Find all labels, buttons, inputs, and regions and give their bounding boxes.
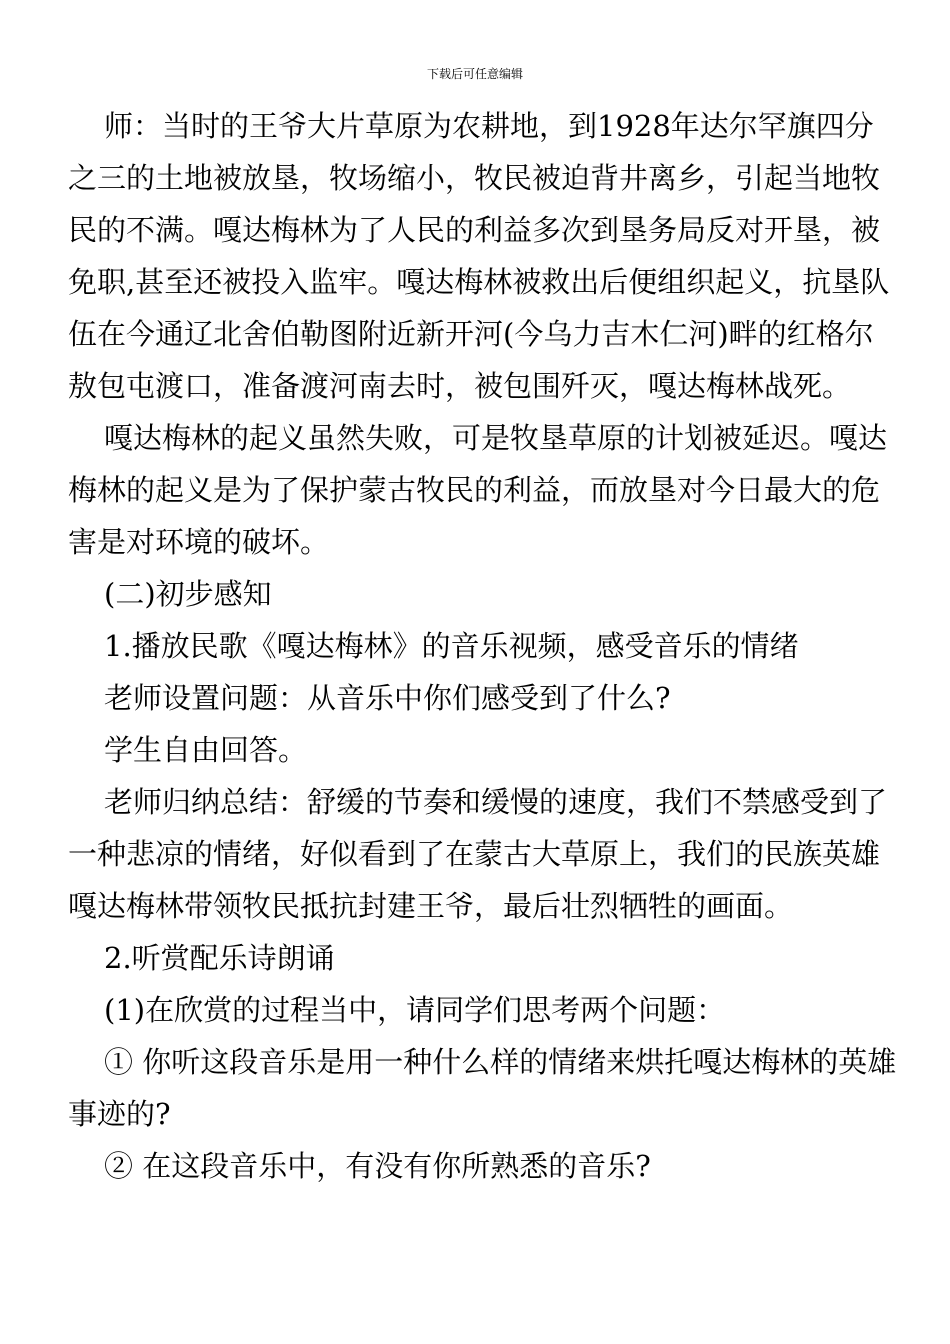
paragraph-history: 师：当时的王爷大片草原为农耕地，到1928年达尔罕旗四分之三的土地被放垦，牧场缩小，牧民被迫背井离乡，引起当地牧民的不满。嘎达梅林为了人民的利益多次到垦务局反对开垦，被免职,甚至还被投入监牢。嘎达梅林被救出后便组织起义，抗垦队伍在今通辽北舍伯勒图附近新开河(今乌力吉木仁河)畔的红格尔敖包屯渡口，准备渡河南去时，被包围歼灭，嘎达梅林战死。 — [68, 109, 890, 403]
document-body — [68, 100, 898, 1192]
page-header: 下载后可任意编辑 — [426, 67, 523, 81]
section-heading-initial-perception: (二)初步感知 — [104, 577, 272, 611]
paragraph-uprising-significance: 嘎达梅林的起义虽然失败，可是牧垦草原的计划被延迟。嘎达梅林的起义是为了保护蒙古牧民的利益，而放垦对今日最大的危害是对环境的破坏。 — [68, 421, 888, 559]
question-two: ② 在这段音乐中，有没有你所熟悉的音乐? — [104, 1149, 651, 1183]
step-play-video: 1.播放民歌《嘎达梅林》的音乐视频，感受音乐的情绪 — [104, 629, 799, 663]
teacher-summary: 老师归纳总结：舒缓的节奏和缓慢的速度，我们不禁感受到了一种悲凉的情绪，好似看到了在蒙古大草原上，我们的民族英雄嘎达梅林带领牧民抵抗封建王爷，最后壮烈牺牲的画面。 — [68, 785, 888, 923]
teacher-question: 老师设置问题：从音乐中你们感受到了什么? — [104, 681, 671, 715]
step-listen-recitation: 2.听赏配乐诗朗诵 — [104, 941, 335, 975]
sub-step-think-questions: (1)在欣赏的过程当中，请同学们思考两个问题： — [104, 993, 726, 1027]
student-answer: 学生自由回答。 — [104, 733, 308, 767]
question-one: ① 你听这段音乐是用一种什么样的情绪来烘托嘎达梅林的英雄事迹的? — [68, 1045, 897, 1131]
